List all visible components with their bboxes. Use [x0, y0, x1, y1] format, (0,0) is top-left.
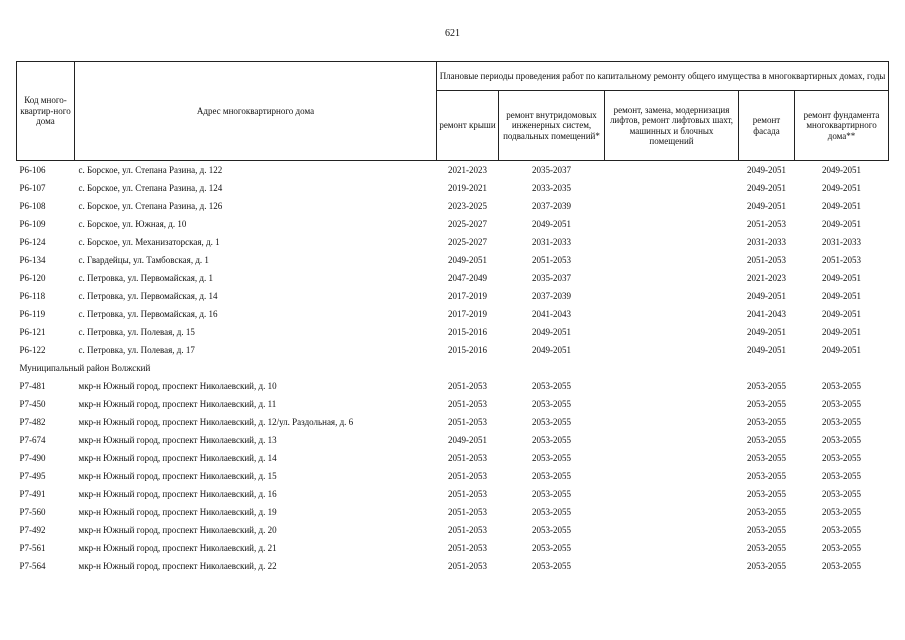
cell-address: с. Петровка, ул. Первомайская, д. 16 — [78, 308, 218, 319]
cell-foundation: 2049-2051 — [822, 218, 862, 229]
cell-roof: 2017-2019 — [448, 290, 487, 301]
cell-roof: 2017-2019 — [448, 308, 487, 319]
cell-foundation: 2049-2051 — [822, 200, 862, 211]
cell-code: Р7-564 — [19, 560, 46, 571]
cell-engineering: 2053-2055 — [532, 470, 571, 481]
cell-elevators — [605, 449, 739, 467]
cell-foundation: 2053-2055 — [822, 488, 862, 499]
cell-elevators — [605, 431, 739, 449]
cell-facade: 2053-2055 — [747, 560, 786, 571]
cell-foundation: 2049-2051 — [822, 272, 862, 283]
table-row — [17, 197, 889, 215]
cell-elevators — [605, 305, 739, 323]
cell-code: Р7-674 — [19, 434, 46, 445]
cell-roof: 2049-2051 — [448, 434, 487, 445]
cell-roof: 2049-2051 — [448, 254, 487, 265]
cell-code: Р6-134 — [19, 254, 46, 265]
cell-elevators — [605, 503, 739, 521]
cell-foundation: 2053-2055 — [822, 452, 862, 463]
cell-address: мкр-н Южный город, проспект Николаевский, д. 22 — [78, 560, 277, 571]
cell-engineering: 2037-2039 — [532, 200, 571, 211]
cell-roof: 2051-2053 — [448, 398, 487, 409]
cell-foundation: 2053-2055 — [822, 470, 862, 481]
cell-elevators — [605, 269, 739, 287]
cell-elevators — [605, 287, 739, 305]
cell-facade: 2041-2043 — [747, 308, 786, 319]
table-row — [17, 467, 889, 485]
cell-engineering: 2049-2051 — [532, 218, 571, 229]
cell-engineering: 2037-2039 — [532, 290, 571, 301]
cell-roof: 2047-2049 — [448, 272, 487, 283]
header-elevators: ремонт, замена, модернизация лифтов, ремонт лифтовых шахт, машинных и блочных помещений — [605, 91, 739, 161]
cell-code: Р6-124 — [19, 236, 46, 247]
table-row — [17, 395, 889, 413]
cell-foundation: 2053-2055 — [822, 380, 862, 391]
table-row — [17, 485, 889, 503]
cell-roof: 2025-2027 — [448, 218, 487, 229]
cell-roof: 2051-2053 — [448, 380, 487, 391]
cell-roof: 2025-2027 — [448, 236, 487, 247]
cell-foundation: 2049-2051 — [822, 326, 862, 337]
cell-roof: 2015-2016 — [448, 344, 487, 355]
cell-roof: 2051-2053 — [448, 506, 487, 517]
cell-elevators — [605, 341, 739, 359]
cell-engineering: 2035-2037 — [532, 164, 571, 175]
cell-engineering: 2041-2043 — [532, 308, 571, 319]
cell-roof: 2015-2016 — [448, 326, 487, 337]
cell-address: мкр-н Южный город, проспект Николаевский, д. 15 — [78, 470, 277, 481]
cell-address: мкр-н Южный город, проспект Николаевский, д. 16 — [78, 488, 277, 499]
cell-engineering: 2031-2033 — [532, 236, 571, 247]
table-body — [17, 161, 889, 576]
table-row — [17, 503, 889, 521]
cell-facade: 2053-2055 — [747, 398, 786, 409]
cell-facade: 2053-2055 — [747, 524, 786, 535]
cell-facade: 2053-2055 — [747, 452, 786, 463]
cell-elevators — [605, 413, 739, 431]
cell-elevators — [605, 161, 739, 180]
cell-facade: 2053-2055 — [747, 380, 786, 391]
cell-engineering: 2053-2055 — [532, 542, 571, 553]
cell-code: Р6-120 — [19, 272, 46, 283]
table-row — [17, 269, 889, 287]
table-row — [17, 539, 889, 557]
cell-engineering: 2053-2055 — [532, 416, 571, 427]
cell-engineering: 2035-2037 — [532, 272, 571, 283]
table-row — [17, 449, 889, 467]
header-periods-group: Плановые периоды проведения работ по капитальному ремонту общего имущества в многоквартирных домах, годы — [437, 62, 889, 91]
cell-code: Р7-492 — [19, 524, 46, 535]
header-code: Код много-квартир-ного дома — [17, 62, 75, 161]
cell-facade: 2049-2051 — [747, 326, 786, 337]
cell-facade: 2053-2055 — [747, 506, 786, 517]
cell-code: Р6-121 — [19, 326, 46, 337]
cell-foundation: 2053-2055 — [822, 542, 862, 553]
cell-elevators — [605, 179, 739, 197]
cell-facade: 2031-2033 — [747, 236, 786, 247]
cell-facade: 2049-2051 — [747, 344, 786, 355]
cell-code: Р6-108 — [19, 200, 46, 211]
cell-roof: 2051-2053 — [448, 452, 487, 463]
cell-code: Р7-482 — [19, 416, 46, 427]
cell-engineering: 2051-2053 — [532, 254, 571, 265]
cell-roof: 2051-2053 — [448, 542, 487, 553]
cell-foundation: 2049-2051 — [822, 308, 862, 319]
cell-facade: 2053-2055 — [747, 416, 786, 427]
cell-address: с. Борское, ул. Степана Разина, д. 126 — [78, 200, 223, 211]
cell-code: Р6-107 — [19, 182, 46, 193]
cell-roof: 2051-2053 — [448, 416, 487, 427]
cell-address: мкр-н Южный город, проспект Николаевский, д. 19 — [78, 506, 277, 517]
cell-engineering: 2053-2055 — [532, 398, 571, 409]
cell-engineering: 2033-2035 — [532, 182, 571, 193]
cell-code: Р7-560 — [19, 506, 46, 517]
cell-address: с. Петровка, ул. Первомайская, д. 1 — [78, 272, 214, 283]
cell-facade: 2021-2023 — [747, 272, 786, 283]
cell-engineering: 2053-2055 — [532, 524, 571, 535]
section-row — [17, 359, 889, 377]
cell-roof: 2051-2053 — [448, 560, 487, 571]
cell-facade: 2049-2051 — [747, 200, 786, 211]
cell-foundation: 2053-2055 — [822, 506, 862, 517]
cell-engineering: 2053-2055 — [532, 434, 571, 445]
header-engineering: ремонт внутридомовых инженерных систем, подвальных помещений* — [499, 91, 605, 161]
table-row — [17, 161, 889, 180]
cell-foundation: 2053-2055 — [822, 434, 862, 445]
cell-roof: 2051-2053 — [448, 470, 487, 481]
cell-elevators — [605, 197, 739, 215]
cell-engineering: 2053-2055 — [532, 506, 571, 517]
cell-elevators — [605, 251, 739, 269]
cell-elevators — [605, 539, 739, 557]
table-row — [17, 179, 889, 197]
cell-facade: 2053-2055 — [747, 488, 786, 499]
cell-facade: 2049-2051 — [747, 182, 786, 193]
cell-code: Р6-106 — [19, 164, 46, 175]
cell-code: Р6-118 — [19, 290, 46, 301]
cell-facade: 2049-2051 — [747, 164, 786, 175]
cell-foundation: 2031-2033 — [822, 236, 862, 247]
cell-address: мкр-н Южный город, проспект Николаевский, д. 20 — [78, 524, 277, 535]
table-header — [17, 62, 889, 161]
cell-elevators — [605, 215, 739, 233]
cell-roof: 2051-2053 — [448, 488, 487, 499]
cell-address: мкр-н Южный город, проспект Николаевский, д. 21 — [78, 542, 277, 553]
cell-foundation: 2049-2051 — [822, 290, 862, 301]
table-row — [17, 287, 889, 305]
cell-facade: 2051-2053 — [747, 218, 786, 229]
cell-elevators — [605, 521, 739, 539]
cell-roof: 2051-2053 — [448, 524, 487, 535]
cell-elevators — [605, 467, 739, 485]
cell-elevators — [605, 485, 739, 503]
table-row — [17, 233, 889, 251]
cell-address: мкр-н Южный город, проспект Николаевский, д. 14 — [78, 452, 277, 463]
cell-address: с. Борское, ул. Южная, д. 10 — [78, 218, 187, 229]
cell-address: с. Гвардейцы, ул. Тамбовская, д. 1 — [78, 254, 209, 265]
cell-foundation: 2053-2055 — [822, 416, 862, 427]
cell-engineering: 2049-2051 — [532, 326, 571, 337]
cell-address: с. Петровка, ул. Полевая, д. 15 — [78, 326, 195, 337]
table-row — [17, 413, 889, 431]
header-foundation: ремонт фундамента многоквартирного дома** — [795, 91, 889, 161]
cell-roof: 2021-2023 — [448, 164, 487, 175]
cell-elevators — [605, 377, 739, 395]
cell-address: мкр-н Южный город, проспект Николаевский, д. 12/ул. Раздольная, д. 6 — [78, 416, 354, 427]
cell-address: с. Борское, ул. Степана Разина, д. 124 — [78, 182, 223, 193]
cell-foundation: 2053-2055 — [822, 398, 862, 409]
cell-foundation: 2049-2051 — [822, 164, 862, 175]
cell-elevators — [605, 323, 739, 341]
cell-address: с. Борское, ул. Степана Разина, д. 122 — [78, 164, 223, 175]
cell-address: с. Борское, ул. Механизаторская, д. 1 — [78, 236, 220, 247]
cell-address: мкр-н Южный город, проспект Николаевский, д. 13 — [78, 434, 277, 445]
header-facade: ремонт фасада — [739, 91, 795, 161]
cell-engineering: 2053-2055 — [532, 560, 571, 571]
table-row — [17, 305, 889, 323]
section-title: Муниципальный район Волжский — [19, 362, 151, 373]
table-row — [17, 521, 889, 539]
cell-foundation: 2053-2055 — [822, 560, 862, 571]
cell-facade: 2053-2055 — [747, 542, 786, 553]
cell-code: Р6-122 — [19, 344, 46, 355]
cell-foundation: 2049-2051 — [822, 344, 862, 355]
cell-engineering: 2049-2051 — [532, 344, 571, 355]
cell-facade: 2049-2051 — [747, 290, 786, 301]
cell-facade: 2051-2053 — [747, 254, 786, 265]
cell-code: Р7-481 — [19, 380, 46, 391]
cell-code: Р7-491 — [19, 488, 46, 499]
table-row — [17, 215, 889, 233]
table-row — [17, 431, 889, 449]
table-row — [17, 341, 889, 359]
table-row — [17, 251, 889, 269]
table-row — [17, 557, 889, 575]
cell-foundation: 2049-2051 — [822, 182, 862, 193]
cell-address: мкр-н Южный город, проспект Николаевский, д. 10 — [78, 380, 277, 391]
cell-engineering: 2053-2055 — [532, 380, 571, 391]
cell-roof: 2023-2025 — [448, 200, 487, 211]
cell-address: с. Петровка, ул. Первомайская, д. 14 — [78, 290, 218, 301]
table-row — [17, 377, 889, 395]
cell-code: Р7-450 — [19, 398, 46, 409]
cell-engineering: 2053-2055 — [532, 488, 571, 499]
cell-foundation: 2053-2055 — [822, 524, 862, 535]
cell-elevators — [605, 233, 739, 251]
cell-foundation: 2051-2053 — [822, 254, 862, 265]
cell-code: Р7-495 — [19, 470, 46, 481]
header-address: Адрес многоквартирного дома — [75, 62, 437, 161]
cell-facade: 2053-2055 — [747, 434, 786, 445]
capital-repair-schedule-table — [16, 61, 889, 575]
cell-facade: 2053-2055 — [747, 470, 786, 481]
cell-roof: 2019-2021 — [448, 182, 487, 193]
cell-elevators — [605, 395, 739, 413]
cell-engineering: 2053-2055 — [532, 452, 571, 463]
header-roof: ремонт крыши — [437, 91, 499, 161]
table-row — [17, 323, 889, 341]
cell-address: мкр-н Южный город, проспект Николаевский, д. 11 — [78, 398, 277, 409]
cell-code: Р7-561 — [19, 542, 46, 553]
page-number: 621 — [445, 28, 460, 39]
cell-address: с. Петровка, ул. Полевая, д. 17 — [78, 344, 195, 355]
cell-code: Р7-490 — [19, 452, 46, 463]
cell-code: Р6-119 — [19, 308, 46, 319]
cell-code: Р6-109 — [19, 218, 46, 229]
cell-elevators — [605, 557, 739, 575]
